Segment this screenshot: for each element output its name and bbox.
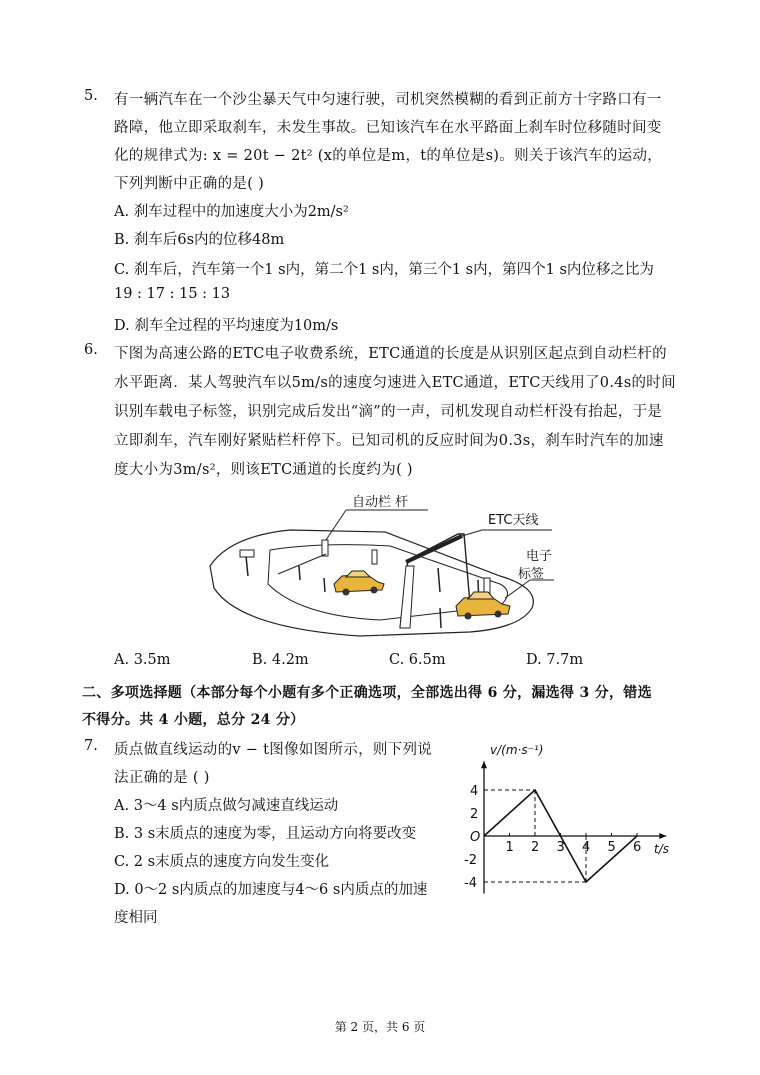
vt-ytick-label-4: 4 — [470, 784, 479, 799]
gantry-post-2 — [440, 608, 441, 628]
section2-heading-line1: 二、多项选择题（本部分每个小题有多个正确选项，全部选出得 6 分，漏选得 3 分，错选 — [82, 685, 652, 701]
q7-option-d: D. 0～2 s内质点的加速度与4～6 s内质点的加速 — [114, 882, 428, 898]
vt-ytick-label--4: -4 — [464, 876, 477, 891]
mid-post — [372, 550, 377, 564]
q7-line-1: 质点做直线运动的v − t图像如图所示，则下列说 — [114, 742, 433, 758]
tag-label-line2: 标签 — [518, 567, 545, 582]
etc-system-figure — [200, 488, 560, 646]
q7-number: 7. — [84, 738, 98, 754]
vt-xtick-label-5: 5 — [607, 840, 616, 855]
vt-ylabel: v/(m·s⁻¹) — [490, 743, 544, 757]
q7-option-a: A. 3～4 s内质点做匀减速直线运动 — [114, 798, 339, 814]
vt-xtick-label-1: 1 — [505, 840, 514, 855]
q7-option-d-cont: 度相同 — [114, 910, 158, 926]
q7-option-b: B. 3 s末质点的速度为零，且运动方向将要改变 — [114, 826, 417, 842]
barrier-label: 自动栏 杆 — [352, 495, 409, 510]
left-post-3 — [324, 578, 325, 592]
page-footer: 第 2 页，共 6 页 — [334, 1020, 426, 1034]
q5-line-1: 有一辆汽车在一个沙尘暴天气中匀速行驶，司机突然模糊的看到正前方十字路口有一 — [114, 92, 662, 108]
vt-xtick-label-6: 6 — [633, 840, 642, 855]
vt-ytick-label--2: -2 — [464, 853, 477, 868]
q5-option-c: C. 刹车后，汽车第一个1 s内，第二个1 s内，第三个1 s内，第四个1 s内位移之比为 — [114, 262, 654, 278]
q5-option-b: B. 刹车后6s内的位移48m — [114, 232, 285, 248]
q6-option-b: B. 4.2m — [252, 652, 309, 668]
section2-heading-line2: 不得分。共 4 小题，总分 24 分） — [82, 712, 305, 728]
q5-line-2: 路障，他立即采取刹车，未发生事故。已知该汽车在水平路面上刹车时位移随时间变 — [114, 120, 662, 136]
vt-chart — [450, 738, 690, 898]
vt-xlabel: t/s — [654, 842, 669, 856]
vt-ytick-label-0: O — [470, 830, 481, 845]
left-post-2 — [299, 566, 300, 580]
vt-y-arrow — [481, 761, 487, 768]
q5-line-3: 化的规律式为: x = 20t − 2t² (x的单位是m，t的单位是s)。则关于该汽车的运动， — [114, 148, 663, 164]
q6-option-c: C. 6.5m — [389, 652, 446, 668]
left-sign — [240, 550, 254, 557]
vt-xtick-label-4: 4 — [582, 840, 591, 855]
vt-xtick-label-3: 3 — [556, 840, 565, 855]
barrier-post — [322, 540, 328, 556]
q6-line-4: 立即刹车，汽车刚好紧贴栏杆停下。已知司机的反应时间为0.3s，刹车时汽车的加速 — [114, 433, 664, 449]
q6-line-2: 水平距离．某人驾驶汽车以5m/s的速度匀速进入ETC通道，ETC天线用了0.4s的时间 — [114, 375, 676, 391]
vt-xtick-label-2: 2 — [531, 840, 540, 855]
q6-line-1: 下图为高速公路的ETC电子收费系统，ETC通道的长度是从识别区起点到自动栏杆的 — [114, 346, 667, 362]
q6-line-3: 识别车载电子标签，识别完成后发出“滴”的一声，司机发现自动栏杆没有抬起，于是 — [114, 404, 663, 420]
tag-label-line1: 电子 — [526, 549, 553, 564]
vt-x-arrow — [659, 833, 666, 839]
q5-option-a: A. 刹车过程中的加速度大小为2m/s² — [114, 204, 349, 220]
q7-option-c: C. 2 s末质点的速度方向发生变化 — [114, 854, 330, 870]
q5-number: 5. — [84, 88, 98, 104]
q6-number: 6. — [84, 342, 98, 358]
antenna-leader — [462, 530, 482, 536]
q5-option-d: D. 刹车全过程的平均速度为10m/s — [114, 318, 339, 334]
q5-option-c-cont: 19 : 17 : 15 : 13 — [114, 286, 231, 302]
vt-ytick-label-2: 2 — [470, 807, 479, 822]
q6-line-5: 度大小为3m/s²，则该ETC通道的长度约为( ) — [114, 462, 413, 478]
q5-line-4: 下列判断中正确的是( ) — [114, 176, 265, 192]
q6-option-d: D. 7.7m — [526, 652, 584, 668]
q6-option-a: A. 3.5m — [114, 652, 171, 668]
q7-line-2: 法正确的是 ( ) — [114, 770, 210, 786]
antenna-label: ETC天线 — [488, 513, 539, 528]
